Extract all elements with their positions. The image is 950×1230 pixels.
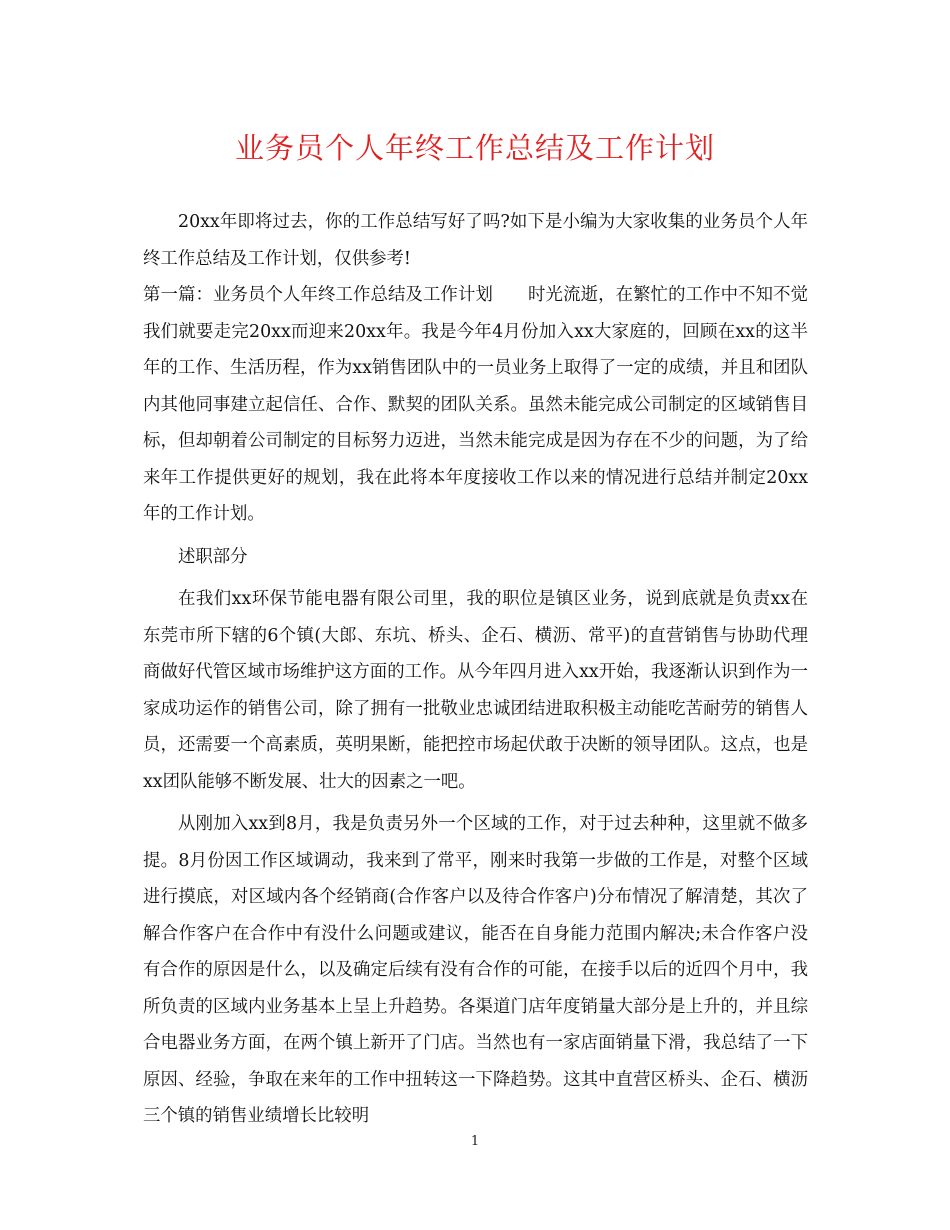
document-title: 业务员个人年终工作总结及工作计划 (234, 131, 715, 165)
intro-paragraph: 20xx年即将过去，你的工作总结写好了吗?如下是小编为大家收集的业务员个人年终工作总结及工作计划，仅供参考! (143, 212, 808, 269)
page-number: 1 (470, 1134, 480, 1149)
document-body (143, 204, 808, 1135)
body-paragraph: 从刚加入xx到8月，我是负责另外一个区域的工作，对于过去种种，这里就不做多提。8月份因工作区域调动，我来到了常平，刚来时我第一步做的工作是，对整个区域进行摸底，对区域内各个经销商(合作客户以及待合作客户)分布情况了解清楚，其次了解合作客户在合作中有没什么问题或建议，能否在自身能力范围内解决;未合作客户没有合作的原因是什么，以及确定后续有没有合作的可能，在接手以后的近四个月中，我所负责的区域内业务基本上呈上升趋势。各渠道门店年度销量大部分是上升的，并且综合电器业务方面，在两个镇上新开了门店。当然也有一家店面销量下滑，我总结了一下原因、经验，争取在来年的工作中扭转这一下降趋势。这其中直营区桥头、企石、横沥三个镇的销售业绩增长比较明 (143, 814, 808, 1126)
section-heading: 述职部分 (178, 546, 248, 567)
section-paragraph: 第一篇：业务员个人年终工作总结及工作计划 时光流逝，在繁忙的工作中不知不觉我们就要走完20xx而迎来20xx年。我是今年4月份加入xx大家庭的，回顾在xx的这半年的工作、生活历程，作为xx销售团队中的一员业务上取得了一定的成绩，并且和团队内其他同事建立起信任、合作、默契的团队关系。虽然未能完成公司制定的区域销售目标，但却朝着公司制定的目标努力迈进，当然未能完成是因为存在不少的问题，为了给来年工作提供更好的规划，我在此将本年度接收工作以来的情况进行总结并制定20xx年的工作计划。 (143, 285, 808, 524)
body-paragraph: 在我们xx环保节能电器有限公司里，我的职位是镇区业务，说到底就是负责xx在东莞市所下辖的6个镇(大郎、东坑、桥头、企石、横沥、常平)的直营销售与协助代理商做好代管区域市场维护这方面的工作。从今年四月进入xx开始，我逐渐认识到作为一家成功运作的销售公司，除了拥有一批敬业忠诚团结进取积极主动能吃苦耐劳的销售人员，还需要一个高素质，英明果断，能把控市场起伏敢于决断的领导团队。这点，也是xx团队能够不断发展、壮大的因素之一吧。 (143, 589, 808, 792)
